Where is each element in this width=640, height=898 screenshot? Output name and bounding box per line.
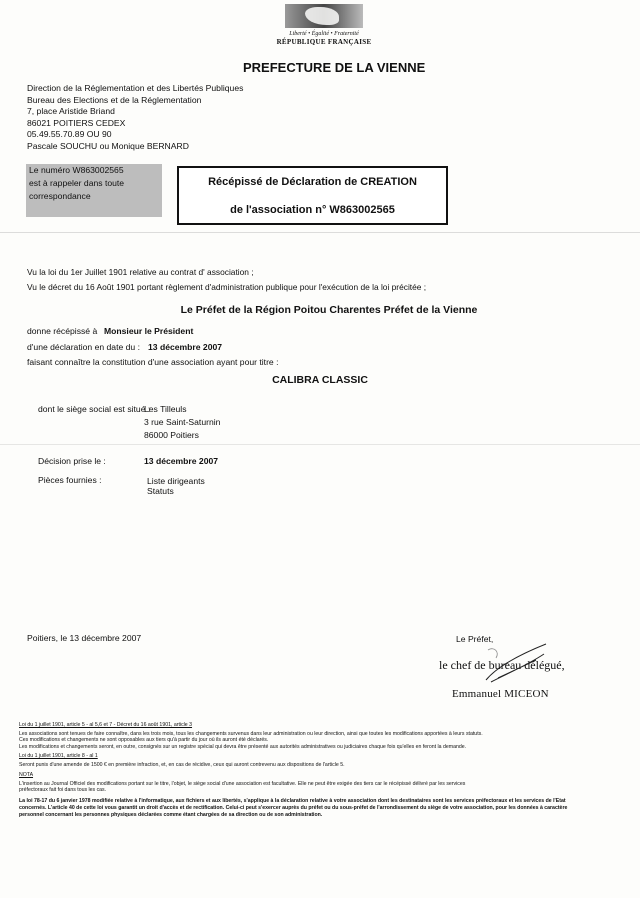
marianne-logo [276,4,372,54]
seat-line: 86000 Poitiers [144,430,199,440]
association-name: CALIBRA CLASSIC [272,374,368,386]
reminder-line: Le numéro W863002565 [29,165,124,175]
scan-divider [0,444,640,445]
seat-line: 3 rue Saint-Saturnin [144,417,221,427]
constitution-text: faisant connaître la constitution d'une association ayant pour titre : [27,357,279,367]
marianne-emblem-icon [285,4,363,28]
legal-nota: NOTA [19,772,34,778]
prefecture-title: PREFECTURE DE LA VIENNE [243,60,426,75]
declared-date: 13 décembre 2007 [148,342,223,352]
seat-label: dont le siège social est situé : [38,404,151,414]
prefect-heading: Le Préfet de la Région Poitou Charentes Préfet de la Vienne [180,304,478,316]
signatory-name: Emmanuel MICEON [452,688,549,700]
legal-reference: Loi du 1 juillet 1901, article 8 - al 1 [19,753,98,759]
legal-text: Les modifications et changements seront, en outre, consignés sur un registre spécial qui devra être présenté aux autorités administratives ou judiciaires chaque fois qu'elles en feront la demande. [19,744,467,750]
seat-line: Les Tilleuls [144,404,187,414]
reminder-line: est à rappeler dans toute [29,178,125,188]
document-item: Liste dirigeants [147,476,205,486]
legal-text: Ces modifications et changements ne sont opposables aux tiers qu'à partir du jour où ils auront été déclarés. [19,737,269,743]
legal-text: préfectoraux fait foi dans tous les cas. [19,787,107,793]
republic-name: RÉPUBLIQUE FRANÇAISE [276,38,372,46]
address-line: 86021 POITIERS CEDEX [27,117,126,128]
address-line: Bureau des Elections et de la Réglementation [27,94,202,105]
decision-label: Décision prise le : [38,456,106,466]
sender-address [27,83,243,153]
scan-divider [0,232,640,233]
legal-text: La loi 78-17 du 6 janvier 1978 modifiée relative à l'informatique, aux fichiers et aux libertés, s'applique à la déclaration relative à votre association dont les destinataires sont les services préfectoraux et les services de l'Etat [19,798,566,804]
receipt-title-box [177,166,448,225]
republic-motto: Liberté • Égalité • Fraternité [289,31,359,37]
decision-date: 13 décembre 2007 [144,456,219,466]
association-number: de l'association n° W863002565 [230,204,395,216]
legal-text: concernés. L'article 40 de cette loi vous garantit un droit d'accès et de rectification. Celui-ci peut s'exercer auprès du préfet ou du sous-préfet de l'arrondissement du siège de votre association, pour les données à caractère [19,805,568,811]
address-line: Direction de la Réglementation et des Libertés Publiques [27,83,244,93]
documents-label: Pièces fournies : [38,475,102,485]
address-line: 7, place Aristide Briand [27,106,115,117]
signatory-title: Le Préfet, [456,634,494,644]
receipt-to-value: Monsieur le Président [104,326,194,336]
address-line: Pascale SOUCHU ou Monique BERNARD [27,140,189,151]
reminder-line: correspondance [29,191,91,201]
legal-text: Seront punis d'une amende de 1500 € en première infraction, et, en cas de récidive, ceux qui auront contrevenu aux dispositions de l'article 5. [19,762,345,768]
document-item: Statuts [147,486,174,496]
signatory-delegation: le chef de bureau délégué, [439,658,565,672]
legal-reference: Loi du 1 juillet 1901, article 5 - al 5,6 et 7 - Décret du 16 août 1901, article 3 [19,722,193,728]
reference-reminder [26,164,162,217]
receipt-title: Récépissé de Déclaration de CREATION [208,176,417,188]
consideration-decree: Vu le décret du 16 Août 1901 portant règlement d'administration publique pour l'exécution de la loi précitée ; [27,282,427,292]
declared-label: d'une déclaration en date du : [27,342,140,352]
consideration-law: Vu la loi du 1er Juillet 1901 relative au contrat d' association ; [27,267,254,277]
legal-text: Les associations sont tenues de faire connaître, dans les trois mois, tous les changements survenus dans leur administration ou leur direction, ainsi que toutes les modifications apportées à leurs statuts. [19,731,483,737]
address-line: 05.49.55.70.89 OU 90 [27,129,112,140]
legal-text: personnel concernant les personnes physiques déclarées comme étant chargées de sa direction ou de son administration. [19,812,323,818]
receipt-to-label: donne récépissé à [27,326,98,336]
handwritten-signature [436,638,566,698]
place-date: Poitiers, le 13 décembre 2007 [27,633,142,643]
legal-text: L'insertion au Journal Officiel des modifications portant sur le titre, l'objet, le siège social d'une association est facultative. Elle ne peut être exigée des tiers car le récépissé délivré par les services [19,781,466,787]
